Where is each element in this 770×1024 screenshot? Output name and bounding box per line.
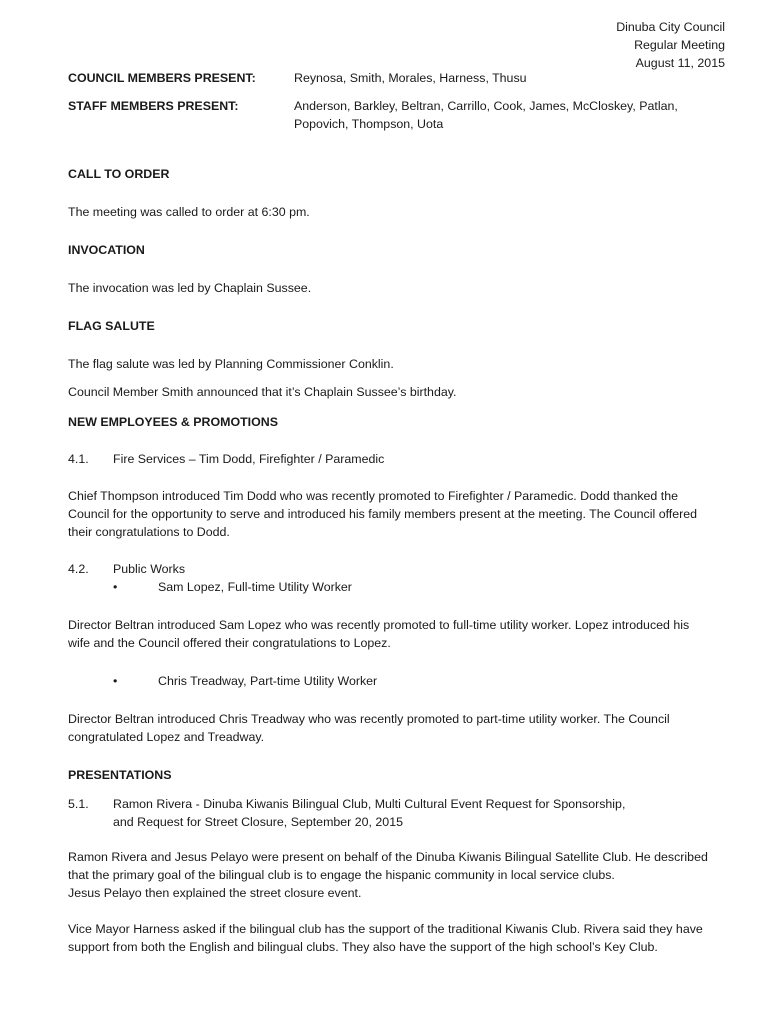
- paragraph-line: Director Beltran introduced Chris Treadway who was recently promoted to part-time utility worker. The Council: [68, 712, 670, 726]
- invocation-heading: INVOCATION: [68, 243, 145, 257]
- bullet-text: Chris Treadway, Part-time Utility Worker: [158, 674, 378, 688]
- item-number: 4.2.: [68, 562, 89, 576]
- paragraph-line: support from both the English and bilingual clubs. They also have the support of the high school’s Key Club.: [68, 940, 658, 954]
- presentations-heading: PRESENTATIONS: [68, 768, 172, 782]
- paragraph-line: Ramon Rivera and Jesus Pelayo were present on behalf of the Dinuba Kiwanis Bilingual Satellite Club. He described: [68, 850, 708, 864]
- attendance-section: [68, 69, 728, 143]
- presentation-paragraph-2: [68, 920, 728, 956]
- chris-treadway-paragraph: [68, 710, 728, 746]
- header-meeting-type: Regular Meeting: [634, 38, 725, 52]
- paragraph-line: wife and the Council offered their congratulations to Lopez.: [68, 636, 391, 650]
- item-title-line: and Request for Street Closure, September 20, 2015: [113, 815, 403, 829]
- flag-salute-heading: FLAG SALUTE: [68, 319, 155, 333]
- bullet-text: Sam Lopez, Full-time Utility Worker: [158, 580, 352, 594]
- agenda-item-4-1: [68, 450, 728, 468]
- staff-members-value: [294, 97, 728, 133]
- bullet-icon: •: [113, 580, 118, 594]
- paragraph-line: Director Beltran introduced Sam Lopez who was recently promoted to full-time utility worker. Lopez introduced his: [68, 618, 690, 632]
- staff-members-line: Popovich, Thompson, Uota: [294, 117, 444, 131]
- presentation-paragraph-1: [68, 848, 728, 902]
- paragraph-line: congratulated Lopez and Treadway.: [68, 730, 265, 744]
- item-number: 4.1.: [68, 452, 89, 466]
- item-title: Public Works: [113, 562, 186, 576]
- bullet-icon: •: [113, 674, 118, 688]
- sam-lopez-paragraph: [68, 616, 728, 652]
- call-to-order-text: The meeting was called to order at 6:30 pm.: [68, 205, 310, 219]
- flag-salute-text: The flag salute was led by Planning Commissioner Conklin.: [68, 357, 394, 371]
- paragraph-line: Chief Thompson introduced Tim Dodd who was recently promoted to Firefighter / Paramedic. Dodd thanked the: [68, 489, 678, 503]
- agenda-item-4-2: [68, 560, 728, 578]
- invocation-text: The invocation was led by Chaplain Sussee.: [68, 281, 312, 295]
- paragraph-line: Vice Mayor Harness asked if the bilingual club has the support of the traditional Kiwanis Club. Rivera said they have: [68, 922, 703, 936]
- minutes-body: [68, 165, 728, 956]
- staff-members-line: Anderson, Barkley, Beltran, Carrillo, Cook, James, McCloskey, Patlan,: [294, 99, 678, 113]
- birthday-announcement: Council Member Smith announced that it’s Chaplain Sussee’s birthday.: [68, 385, 457, 399]
- header-org: Dinuba City Council: [616, 20, 725, 34]
- agenda-item-5-1: [68, 795, 728, 831]
- paragraph-line: Jesus Pelayo then explained the street closure event.: [68, 886, 362, 900]
- item-title: [113, 795, 728, 831]
- council-members-label: COUNCIL MEMBERS PRESENT:: [68, 71, 256, 85]
- item-title: Fire Services – Tim Dodd, Firefighter / Paramedic: [113, 452, 385, 466]
- staff-members-label: STAFF MEMBERS PRESENT:: [68, 99, 239, 113]
- paragraph-line: their congratulations to Dodd.: [68, 525, 230, 539]
- item-number: 5.1.: [68, 797, 89, 811]
- staff-members-row: [68, 97, 728, 133]
- bullet-chris-treadway: [68, 672, 728, 690]
- paragraph-line: Council for the opportunity to serve and introduced his family members present at the meeting. The Council offered: [68, 507, 698, 521]
- new-employees-heading: NEW EMPLOYEES & PROMOTIONS: [68, 415, 278, 429]
- item-4-1-paragraph: [68, 487, 728, 541]
- header-date: August 11, 2015: [635, 56, 725, 70]
- council-members-value: Reynosa, Smith, Morales, Harness, Thusu: [294, 71, 527, 85]
- paragraph-line: that the primary goal of the bilingual club is to engage the hispanic community in local service clubs.: [68, 868, 615, 882]
- call-to-order-heading: CALL TO ORDER: [68, 167, 170, 181]
- council-members-row: [68, 69, 728, 87]
- item-title-line: Ramon Rivera - Dinuba Kiwanis Bilingual Club, Multi Cultural Event Request for Sponsorship,: [113, 797, 626, 811]
- bullet-sam-lopez: [68, 578, 728, 596]
- document-header: [616, 18, 725, 72]
